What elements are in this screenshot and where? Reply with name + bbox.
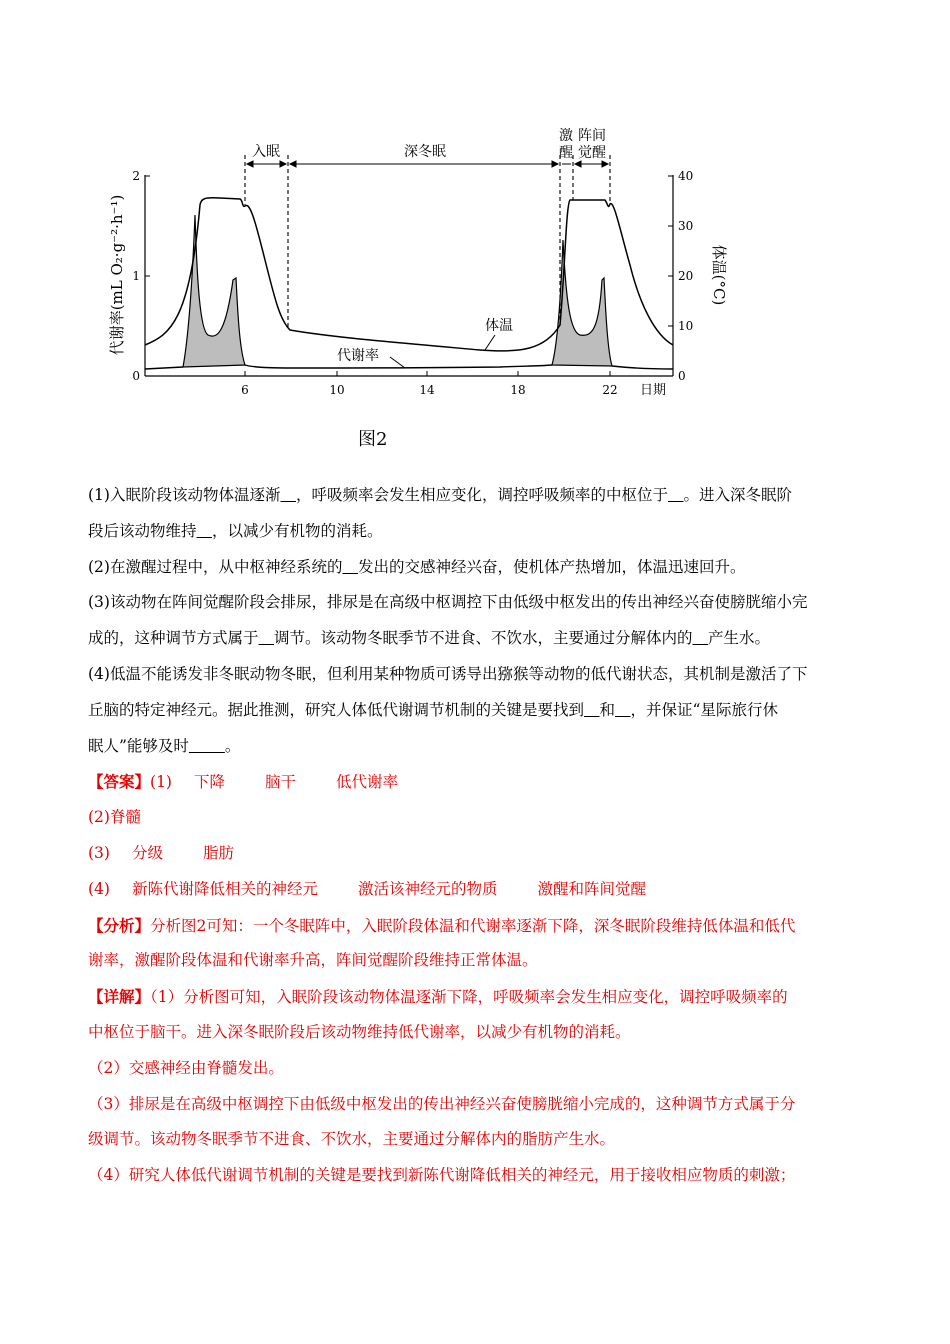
right-tick-0: 0 xyxy=(678,369,686,383)
phase-awake-label-2: 觉醒 xyxy=(578,145,606,161)
right-tick-40: 40 xyxy=(678,169,694,183)
analysis-line2: 谢率，激醒阶段体温和代谢率升高，阵间觉醒阶段维持正常体温。 xyxy=(88,951,538,970)
answer-line1: 【答案】(1) 下降 脑干 低代谢率 xyxy=(88,772,399,792)
metabolic-area-entry xyxy=(183,215,245,367)
left-tick-0: 0 xyxy=(132,369,140,383)
phase-arousal-label-2: 醒 xyxy=(559,145,573,161)
q4-line2: 丘脑的特定神经元。据此推测，研究人体低代谢调节机制的关键是要找到 和 ，并保证“星际旅行休 xyxy=(88,700,778,719)
x-tick-10: 10 xyxy=(329,383,345,397)
detail-line2: 中枢位于脑干。进入深冬眠阶段后该动物维持低代谢率，以减少有机物的消耗。 xyxy=(88,1022,631,1041)
q4-line3: 眠人”能够及时 。 xyxy=(88,736,241,755)
left-axis-label: 代谢率(mL O₂·g⁻²·h⁻¹) xyxy=(108,194,126,356)
temp-curve-label: 体温 xyxy=(485,318,513,334)
question-content xyxy=(88,478,868,1194)
left-tick-2: 2 xyxy=(132,169,140,183)
right-axis-label: 体温(°C) xyxy=(710,244,728,306)
hibernation-chart xyxy=(100,120,728,450)
x-tick-14: 14 xyxy=(419,383,435,397)
right-tick-30: 30 xyxy=(678,219,694,233)
q4-line1: (4)低温不能诱发非冬眠动物冬眠，但利用某种物质可诱导出猕猴等动物的低代谢状态，其机制是激活了下 xyxy=(88,664,808,683)
answer-line3: (3) 分级 脂肪 xyxy=(88,843,234,862)
x-axis-label: 日期 xyxy=(639,383,667,398)
q1-line1: (1)入眠阶段该动物体温逐渐 ，呼吸频率会发生相应变化，调控呼吸频率的中枢位于 。进入深冬眠阶 xyxy=(88,486,792,504)
phase-awake-label-1: 阵间 xyxy=(578,128,606,144)
x-tick-18: 18 xyxy=(510,383,526,397)
right-tick-10: 10 xyxy=(678,319,694,333)
q2-line: (2)在激醒过程中，从中枢神经系统的 发出的交感神经兴奋，使机体产热增加，体温迅速回升。 xyxy=(88,557,746,576)
metab-curve-label: 代谢率 xyxy=(337,348,379,364)
detail-line5: 级调节。该动物冬眠季节不进食、不饮水，主要通过分解体内的脂肪产生水。 xyxy=(88,1130,616,1149)
phase-entry-label: 入眠 xyxy=(252,144,280,160)
x-tick-6: 6 xyxy=(241,383,249,397)
right-tick-20: 20 xyxy=(678,269,694,283)
detail-line6: （4）研究人体低代谢调节机制的关键是要找到新陈代谢降低相关的神经元，用于接收相应物质的刺激； xyxy=(88,1166,796,1185)
q3-line2: 成的，这种调节方式属于 调节。该动物冬眠季节不进食、不饮水，主要通过分解体内的 产生水。 xyxy=(88,629,771,648)
figure-caption: 图2 xyxy=(358,429,388,450)
detail-line3: （2）交感神经由脊髓发出。 xyxy=(88,1058,284,1077)
hibernation-figure xyxy=(100,120,728,450)
answer-line2: (2)脊髓 xyxy=(88,808,141,827)
phase-deep-label: 深冬眠 xyxy=(404,144,446,160)
q1-line2: 段后该动物维持 ，以减少有机物的消耗。 xyxy=(88,521,383,540)
phase-arousal-label-1: 激 xyxy=(559,128,573,144)
answer-line4: (4) 新陈代谢降低相关的神经元 激活该神经元的物质 激醒和阵间觉醒 xyxy=(88,879,647,898)
detail-line4: （3）排尿是在高级中枢调控下由低级中枢发出的传出神经兴奋使膀胱缩小完成的，这种调节方式属于分 xyxy=(88,1094,796,1113)
q3-line1: (3)该动物在阵间觉醒阶段会排尿，排尿是在高级中枢调控下由低级中枢发出的传出神经兴奋使膀胱缩小完 xyxy=(88,593,808,612)
x-tick-22: 22 xyxy=(602,383,618,397)
left-tick-1: 1 xyxy=(132,269,140,283)
analysis-line1: 【分析】分析图2可知：一个冬眠阵中，入眠阶段体温和代谢率逐渐下降，深冬眠阶段维持低体温和低代 xyxy=(88,915,796,935)
detail-line1: 【详解】（1）分析图可知，入眠阶段该动物体温逐渐下降，呼吸频率会发生相应变化，调控呼吸频率的 xyxy=(88,987,788,1007)
